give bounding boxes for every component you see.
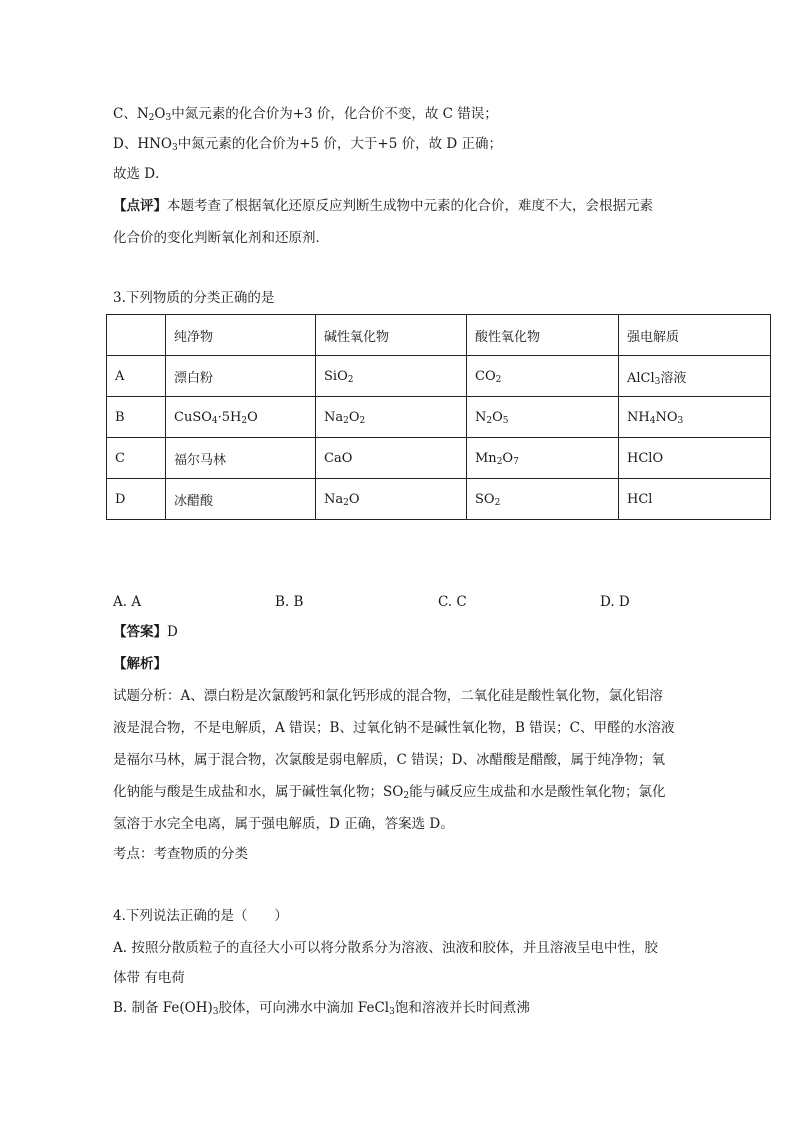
comment-line-1: 【点评】本题考查了根据氧化还原反应判断生成物中元素的化合价，难度不大，会根据元素	[113, 198, 653, 214]
table-cell: HClO	[619, 438, 771, 479]
row-label: D	[107, 479, 166, 520]
comment-line-2: 化合价的变化判断氧化剂和还原剂．	[113, 230, 329, 246]
table-row	[107, 397, 771, 438]
table-header-cell: 纯净物	[166, 315, 316, 356]
analysis-line-5: 氢溶于水完全电离，属于强电解质，D 正确，答案选 D。	[113, 816, 454, 832]
analysis-line-2: 液是混合物，不是电解质，A 错误；B、过氧化钠不是碱性氧化物，B 错误；C、甲醛的水溶液	[113, 720, 675, 736]
option-d: D. D	[600, 594, 630, 610]
table-cell: $CO_2$	[467, 356, 619, 397]
table-cell: $NH_4NO_3$	[619, 397, 771, 438]
knowledge-point: 考点：考查物质的分类	[113, 846, 248, 862]
table-header-cell: 碱性氧化物	[316, 315, 467, 356]
table-cell: AlCl$_3$溶液	[619, 356, 771, 397]
option-c-explanation: C、$N_2O_3$中氮元素的化合价为+3 价，化合价不变，故 C 错误；	[113, 106, 498, 123]
table-cell: SiO$_2$	[316, 356, 467, 397]
table-row	[107, 356, 771, 397]
table-header-cell	[107, 315, 166, 356]
option-d-explanation: D、$HNO_3$中氮元素的化合价为+5 价，大于+5 价，故 D 正确；	[113, 136, 503, 153]
analysis-line-3: 是福尔马林，属于混合物，次氯酸是弱电解质，C 错误；D、冰醋酸是醋酸，属于纯净物；氧	[113, 752, 665, 768]
table-header-cell: 酸性氧化物	[467, 315, 619, 356]
table-cell: $CuSO_4\cdot 5H_2O$	[166, 397, 316, 438]
analysis-tag: 【解析】	[113, 656, 167, 672]
table-header-cell: 强电解质	[619, 315, 771, 356]
option-b: B. B	[275, 594, 304, 610]
option-a: A. A	[113, 594, 142, 610]
table-row	[107, 438, 771, 479]
question-4-title: 4.下列说法正确的是（ ）	[113, 908, 288, 924]
table-row	[107, 479, 771, 520]
answer-tag: 【答案】	[113, 624, 167, 640]
table-cell: $SO_2$	[467, 479, 619, 520]
table-cell: $Na_2O_2$	[316, 397, 467, 438]
classification-table	[106, 314, 771, 520]
row-label: B	[107, 397, 166, 438]
table-cell: HCl	[619, 479, 771, 520]
answer-line	[113, 622, 178, 642]
q4-option-b: B. 制备 $Fe(OH)_3$胶体，可向沸水中滴加 FeCl$_3$饱和溶液并长时间煮沸	[113, 1000, 530, 1017]
analysis-line-4: 化钠能与酸是生成盐和水，属于碱性氧化物；$SO_2$能与碱反应生成盐和水是酸性氧化物；氯化	[113, 784, 666, 801]
comment-tag: 【点评】	[113, 198, 167, 214]
question-3-title: 3.下列物质的分类正确的是	[113, 290, 275, 306]
table-cell: CaO	[316, 438, 467, 479]
table-cell: 福尔马林	[166, 438, 316, 479]
q4-option-a-line-2: 体带 有电荷	[113, 970, 185, 986]
table-cell: 漂白粉	[166, 356, 316, 397]
option-c: C. C	[438, 594, 467, 610]
table-cell: $Mn_2O_7$	[467, 438, 619, 479]
table-cell: 冰醋酸	[166, 479, 316, 520]
row-label: A	[107, 356, 166, 397]
table-cell: $Na_2O$	[316, 479, 467, 520]
answer-value: D	[167, 624, 178, 640]
table-header-row	[107, 315, 771, 356]
analysis-line-1: 试题分析：A、漂白粉是次氯酸钙和氯化钙形成的混合物，二氧化硅是酸性氧化物，氯化铝溶	[113, 688, 663, 704]
row-label: C	[107, 438, 166, 479]
q4-option-a-line-1: A. 按照分散质粒子的直径大小可以将分散系分为溶液、浊液和胶体，并且溶液呈电中性，胶	[113, 940, 658, 956]
table-cell: $N_2O_5$	[467, 397, 619, 438]
choose-line: 故选 D．	[113, 166, 169, 182]
